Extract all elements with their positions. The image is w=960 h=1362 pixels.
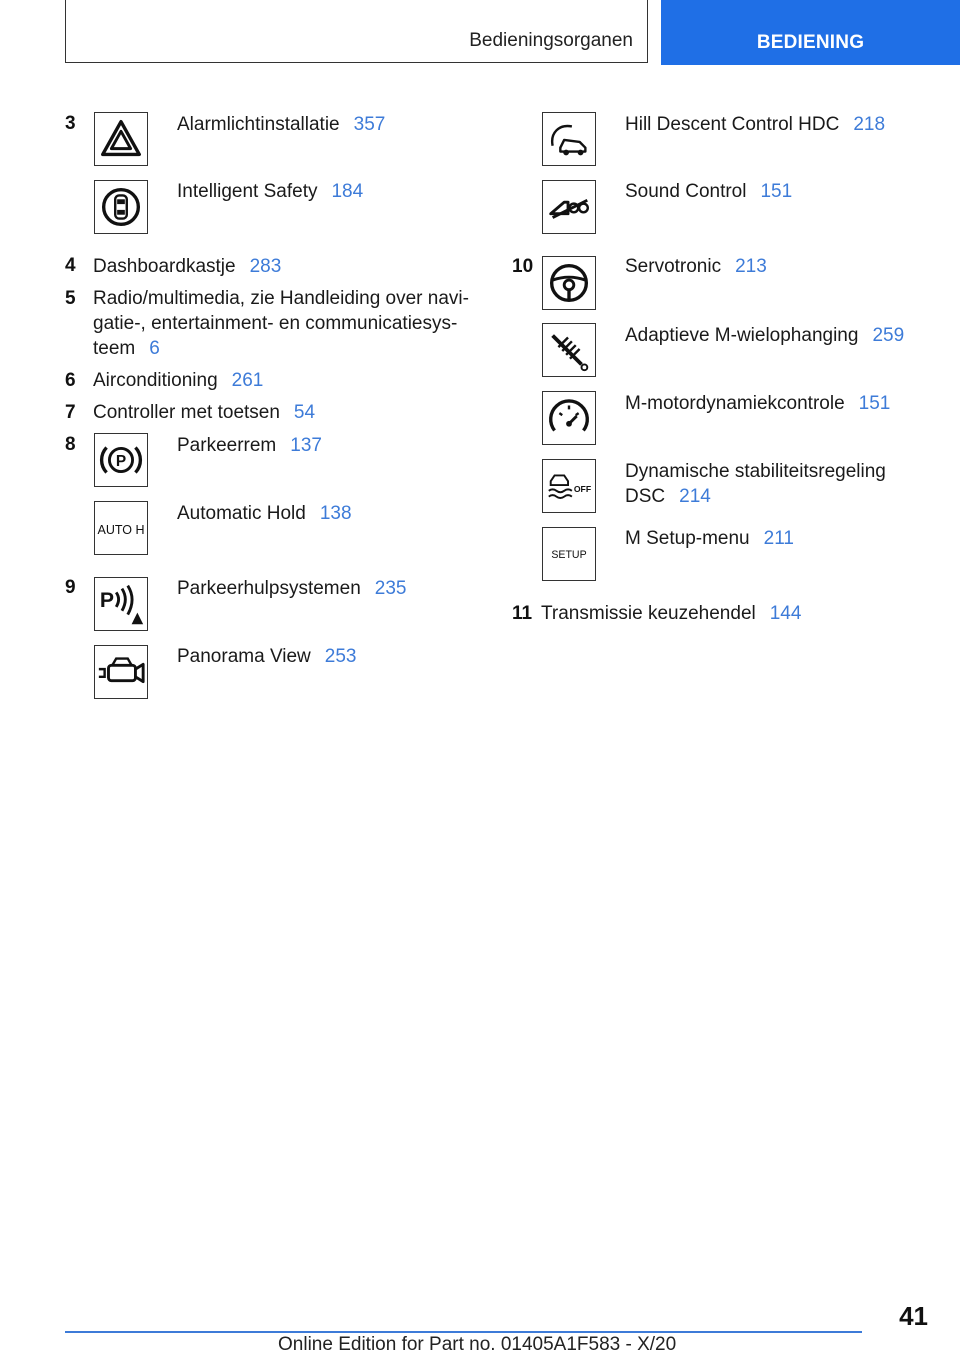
- page-ref-link[interactable]: 144: [769, 603, 802, 624]
- dsc-off-icon: [542, 459, 596, 513]
- chapter-tab[interactable]: [661, 0, 960, 65]
- svg-text:P: P: [115, 452, 127, 470]
- entry-label: Alarmlichtinstallatie: [177, 114, 340, 135]
- entry-servotronic: [625, 254, 767, 279]
- suspension-icon: [542, 323, 596, 377]
- setup-icon-text: SETUP: [551, 548, 587, 561]
- page-ref-link[interactable]: 151: [858, 393, 891, 414]
- entry-intelligent-safety: [177, 179, 363, 204]
- page-ref-link[interactable]: 184: [331, 181, 364, 202]
- page-ref-link[interactable]: 235: [374, 578, 407, 599]
- entry-transmissie: [541, 601, 801, 626]
- page-ref-link[interactable]: 213: [735, 256, 767, 277]
- entry-label-line: Dynamische stabiliteitsregeling: [625, 461, 886, 482]
- svg-text:P: P: [99, 588, 114, 612]
- entry-label: Controller met toetsen: [93, 402, 280, 423]
- hazard-triangle-icon: [94, 112, 148, 166]
- item-number: 9: [65, 577, 76, 598]
- entry-label: Sound Control: [625, 181, 747, 202]
- entry-wielophanging: [625, 323, 904, 348]
- item-number: 6: [65, 370, 76, 391]
- hill-descent-icon: [542, 112, 596, 166]
- entry-label: Panorama View: [177, 646, 311, 667]
- entry-label: Parkeerhulpsystemen: [177, 578, 361, 599]
- entry-panorama-view: [177, 644, 356, 669]
- entry-alarmlicht: [177, 112, 385, 137]
- item-number: 5: [65, 288, 76, 309]
- intelligent-safety-icon: [94, 180, 148, 234]
- engine-dynamics-icon: [542, 391, 596, 445]
- entry-label-line: Radio/multimedia, zie Handleiding over navi-: [93, 288, 469, 309]
- page-ref-link[interactable]: 214: [679, 486, 711, 507]
- entry-sound-control: [625, 179, 792, 204]
- setup-icon: [542, 527, 596, 581]
- entry-label: Adaptieve M-wielophanging: [625, 325, 859, 346]
- page-ref-link[interactable]: 259: [872, 325, 905, 346]
- chapter-title: BEDIENING: [756, 32, 865, 53]
- auto-hold-icon: [94, 501, 148, 555]
- page-ref-link[interactable]: 283: [249, 256, 282, 277]
- item-number: 8: [65, 434, 76, 455]
- page-ref-link[interactable]: 211: [763, 528, 794, 549]
- item-number: 4: [65, 255, 76, 276]
- item-number: 11: [512, 603, 533, 624]
- entry-airconditioning: [93, 368, 263, 393]
- page-ref-link[interactable]: 218: [853, 114, 886, 135]
- footer-divider: [65, 1331, 862, 1333]
- entry-label: Dashboardkastje: [93, 256, 236, 277]
- sound-control-icon: [542, 180, 596, 234]
- entry-label: M Setup-menu: [625, 528, 750, 549]
- footer-edition: Online Edition for Part no. 01405A1F583 - X/20: [278, 1334, 677, 1355]
- entry-label: Airconditioning: [93, 370, 218, 391]
- item-number: 7: [65, 402, 76, 423]
- park-assist-icon: [94, 577, 148, 631]
- entry-automatic-hold: [177, 501, 352, 526]
- entry-label: Automatic Hold: [177, 503, 306, 524]
- page-ref-link[interactable]: 54: [293, 402, 316, 423]
- entry-label: M-motordynamiekcontrole: [625, 393, 845, 414]
- entry-dsc: [625, 459, 886, 509]
- dsc-off-icon-text: OFF: [573, 483, 592, 494]
- entry-dashboardkastje: [93, 254, 281, 279]
- page-ref-link[interactable]: 253: [324, 646, 357, 667]
- entry-motordynamiek: [625, 391, 890, 416]
- page-ref-link[interactable]: 6: [149, 338, 160, 359]
- entry-label-line: DSC: [625, 486, 666, 507]
- page-number: 41: [899, 1301, 928, 1331]
- entry-controller: [93, 400, 315, 425]
- entry-parkeerrem: [177, 433, 322, 458]
- entry-label: Hill Descent Control HDC: [625, 114, 840, 135]
- auto-hold-icon-text: AUTO H: [97, 522, 145, 537]
- steering-wheel-icon: [542, 256, 596, 310]
- entry-label: Parkeerrem: [177, 435, 277, 456]
- section-title: Bedieningsorganen: [469, 30, 633, 51]
- section-header-box: [65, 0, 648, 63]
- entry-label-line: gatie-, entertainment- en communicatiesys-: [93, 313, 458, 334]
- panorama-view-icon: [94, 645, 148, 699]
- page-ref-link[interactable]: 151: [760, 181, 793, 202]
- entry-label: Intelligent Safety: [177, 181, 318, 202]
- entry-setup-menu: [625, 526, 794, 551]
- page-ref-link[interactable]: 138: [319, 503, 352, 524]
- entry-label: Servotronic: [625, 256, 722, 277]
- parking-brake-icon: [94, 433, 148, 487]
- item-number: 10: [512, 256, 534, 277]
- entry-parkeerhulp: [177, 576, 406, 601]
- page-ref-link[interactable]: 357: [353, 114, 386, 135]
- page-ref-link[interactable]: 137: [290, 435, 322, 456]
- entry-label-line: teem: [93, 338, 136, 359]
- page-ref-link[interactable]: 261: [231, 370, 264, 391]
- entry-hill-descent: [625, 112, 885, 137]
- item-number: 3: [65, 113, 76, 134]
- entry-label: Transmissie keuzehendel: [541, 603, 756, 624]
- entry-radio-multimedia: [93, 286, 469, 361]
